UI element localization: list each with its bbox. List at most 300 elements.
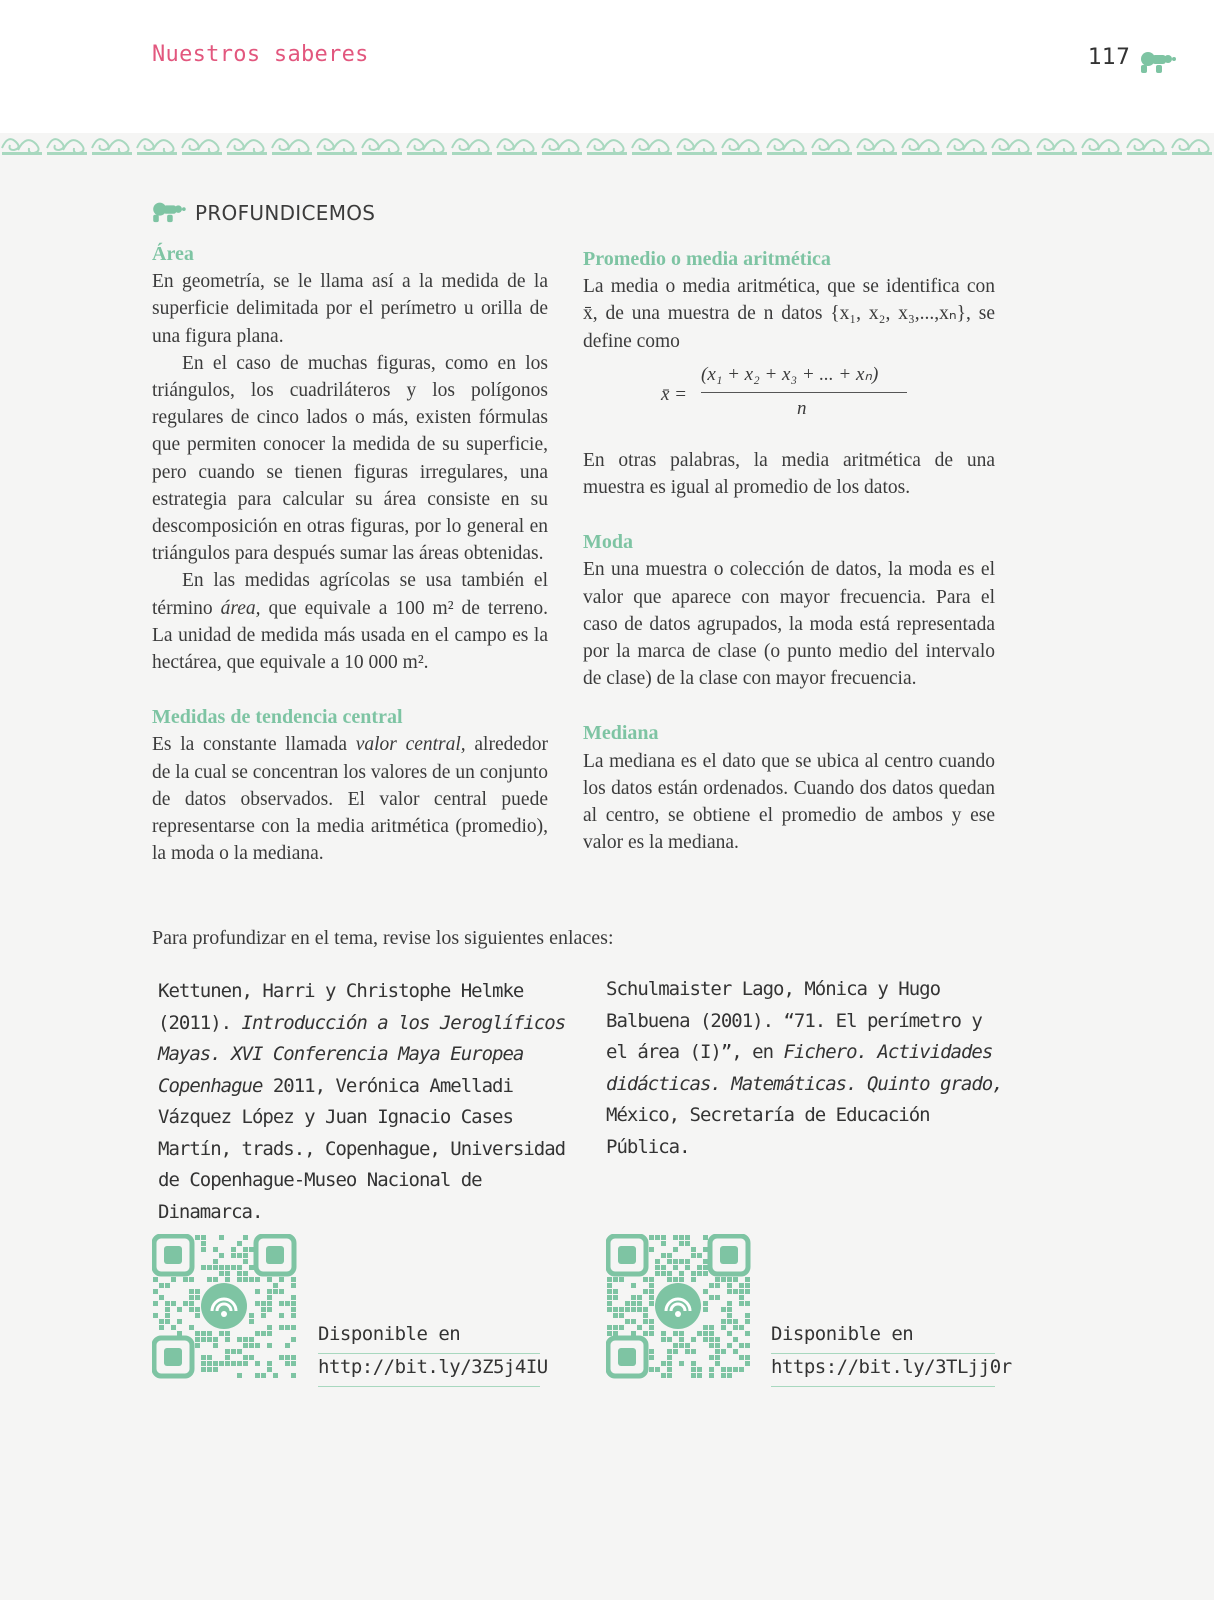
qr-module xyxy=(231,1247,236,1252)
qr-module xyxy=(661,1331,666,1336)
qr-module xyxy=(691,1247,696,1252)
qr-module xyxy=(613,1277,618,1282)
qr-module xyxy=(655,1265,660,1270)
qr-module xyxy=(685,1241,690,1246)
qr-module xyxy=(655,1259,660,1264)
qr-module xyxy=(673,1277,678,1282)
qr-module xyxy=(655,1271,660,1276)
mean-paragraph-2: En otras palabras, la media aritmética de una muestra es igual al promedio de los datos. xyxy=(583,449,995,499)
section-heading: PROFUNDICEMOS xyxy=(195,201,376,225)
qr-module xyxy=(243,1343,248,1348)
qr-module xyxy=(225,1349,230,1354)
qr-module xyxy=(225,1355,230,1360)
qr-module xyxy=(715,1343,720,1348)
qr-module xyxy=(201,1265,206,1270)
qr-module xyxy=(721,1319,726,1324)
left-column xyxy=(152,241,548,867)
qr-module xyxy=(733,1367,738,1372)
qr-module xyxy=(159,1319,164,1324)
page-header xyxy=(0,0,1214,133)
qr-module xyxy=(273,1283,278,1288)
qr-module xyxy=(649,1325,654,1330)
qr-module xyxy=(607,1331,612,1336)
qr-module xyxy=(661,1373,666,1378)
qr-module xyxy=(225,1331,230,1336)
qr-module xyxy=(715,1349,720,1354)
qr-module xyxy=(279,1289,284,1294)
qr-module xyxy=(649,1355,654,1360)
qr-module xyxy=(189,1295,194,1300)
qr-module xyxy=(153,1277,158,1282)
qr-module xyxy=(739,1355,744,1360)
qr-module xyxy=(721,1325,726,1330)
qr-module xyxy=(183,1277,188,1282)
qr-module xyxy=(195,1343,200,1348)
links-intro: Para profundizar en el tema, revise los siguientes enlaces: xyxy=(152,927,614,949)
qr-module xyxy=(237,1337,242,1342)
qr-module xyxy=(619,1277,624,1282)
qr-module xyxy=(745,1301,750,1306)
qr-module xyxy=(249,1265,254,1270)
wifi-icon xyxy=(201,1283,247,1329)
qr-module xyxy=(679,1241,684,1246)
qr-module xyxy=(171,1325,176,1330)
qr-module xyxy=(745,1331,750,1336)
qr-module xyxy=(715,1283,720,1288)
qr-module xyxy=(207,1355,212,1360)
area-title: Área xyxy=(152,243,194,265)
qr-module xyxy=(207,1361,212,1366)
qr-module xyxy=(709,1283,714,1288)
qr-module xyxy=(291,1277,296,1282)
qr-module xyxy=(667,1349,672,1354)
qr-module xyxy=(691,1253,696,1258)
qr-module xyxy=(219,1265,224,1270)
qr-module xyxy=(255,1343,260,1348)
qr-module xyxy=(703,1289,708,1294)
qr-module xyxy=(655,1235,660,1240)
qr-module xyxy=(267,1367,272,1372)
qr-module xyxy=(715,1361,720,1366)
qr-module xyxy=(703,1337,708,1342)
qr-finder-center xyxy=(164,1348,182,1366)
qr-module xyxy=(243,1361,248,1366)
wifi-dot xyxy=(675,1311,681,1317)
qr-module xyxy=(213,1337,218,1342)
qr-module xyxy=(631,1295,636,1300)
qr-module xyxy=(607,1289,612,1294)
wifi-icon xyxy=(655,1283,701,1329)
qr-module xyxy=(189,1301,194,1306)
qr-module xyxy=(285,1301,290,1306)
availability-right xyxy=(771,1323,1012,1387)
qr-module xyxy=(661,1253,666,1258)
qr-module xyxy=(607,1325,612,1330)
qr-module xyxy=(231,1253,236,1258)
qr-module xyxy=(237,1361,242,1366)
qr-module xyxy=(625,1301,630,1306)
qr-module xyxy=(745,1277,750,1282)
qr-module xyxy=(721,1349,726,1354)
qr-module xyxy=(159,1325,164,1330)
qr-module xyxy=(739,1343,744,1348)
qr-module xyxy=(649,1283,654,1288)
qr-module xyxy=(195,1235,200,1240)
qr-module xyxy=(673,1343,678,1348)
qr-module xyxy=(631,1331,636,1336)
qr-module xyxy=(207,1277,212,1282)
qr-module xyxy=(213,1361,218,1366)
qr-module xyxy=(177,1319,182,1324)
reference-left: Kettunen, Harri y Christophe Helmke (2011). Introducción a los Jeroglíficos Mayas. XVI Conferencia Maya Europea Copenhague 2011, Verónica Amelladi Vázquez López y Juan Ignacio Cases Martín, trads., Copenhague, Universidad de Copenhague-Museo Nacional de Dinamarca. xyxy=(158,980,566,1223)
qr-module xyxy=(219,1331,224,1336)
qr-module xyxy=(697,1265,702,1270)
qr-module xyxy=(643,1289,648,1294)
qr-module xyxy=(237,1277,242,1282)
qr-module xyxy=(733,1325,738,1330)
qr-module xyxy=(267,1361,272,1366)
mode-title: Moda xyxy=(583,531,633,554)
qr-module xyxy=(237,1373,242,1378)
qr-module xyxy=(201,1355,206,1360)
qr-module xyxy=(165,1307,170,1312)
qr-module xyxy=(685,1235,690,1240)
qr-module xyxy=(685,1343,690,1348)
qr-module xyxy=(679,1331,684,1336)
qr-module xyxy=(745,1361,750,1366)
qr-module xyxy=(697,1367,702,1372)
qr-module xyxy=(733,1277,738,1282)
qr-module xyxy=(631,1307,636,1312)
qr-module xyxy=(607,1283,612,1288)
qr-module xyxy=(679,1271,684,1276)
qr-module xyxy=(219,1361,224,1366)
qr-module xyxy=(667,1361,672,1366)
qr-module xyxy=(691,1271,696,1276)
central-tendency-title: Medidas de tendencia central xyxy=(152,706,403,729)
qr-module xyxy=(667,1277,672,1282)
qr-code-left[interactable] xyxy=(152,1234,300,1382)
available-label: Disponible en xyxy=(318,1323,540,1354)
qr-module xyxy=(255,1277,260,1282)
qr-module xyxy=(291,1301,296,1306)
link-url[interactable]: http://bit.ly/3Z5j4IU xyxy=(318,1354,540,1387)
qr-module xyxy=(667,1337,672,1342)
qr-module xyxy=(201,1247,206,1252)
qr-module xyxy=(249,1277,254,1282)
qr-module xyxy=(715,1337,720,1342)
qr-module xyxy=(225,1265,230,1270)
qr-module xyxy=(709,1331,714,1336)
right-column xyxy=(583,246,995,856)
qr-module xyxy=(255,1289,260,1294)
qr-module xyxy=(219,1271,224,1276)
qr-module xyxy=(715,1355,720,1360)
qr-module xyxy=(661,1265,666,1270)
qr-module xyxy=(243,1247,248,1252)
qr-module xyxy=(649,1319,654,1324)
qr-module xyxy=(213,1367,218,1372)
qr-module xyxy=(649,1331,654,1336)
qr-module xyxy=(213,1259,218,1264)
qr-module xyxy=(715,1277,720,1282)
qr-module xyxy=(237,1349,242,1354)
qr-module xyxy=(225,1277,230,1282)
qr-module xyxy=(637,1295,642,1300)
qr-module xyxy=(685,1265,690,1270)
qr-module xyxy=(691,1277,696,1282)
qr-module xyxy=(667,1355,672,1360)
qr-module xyxy=(667,1259,672,1264)
qr-module xyxy=(679,1259,684,1264)
qr-module xyxy=(189,1325,194,1330)
qr-module xyxy=(285,1361,290,1366)
qr-module xyxy=(661,1337,666,1342)
qr-module xyxy=(267,1301,272,1306)
qr-module xyxy=(745,1343,750,1348)
qr-module xyxy=(709,1325,714,1330)
qr-module xyxy=(739,1295,744,1300)
qr-module xyxy=(201,1367,206,1372)
qr-module xyxy=(727,1319,732,1324)
qr-module xyxy=(739,1289,744,1294)
qr-module xyxy=(243,1259,248,1264)
qr-module xyxy=(153,1301,158,1306)
qr-module xyxy=(195,1307,200,1312)
qr-module xyxy=(673,1259,678,1264)
qr-module xyxy=(637,1307,642,1312)
qr-module xyxy=(679,1277,684,1282)
qr-finder-center xyxy=(164,1246,182,1264)
qr-module xyxy=(201,1241,206,1246)
qr-module xyxy=(727,1283,732,1288)
qr-module xyxy=(649,1349,654,1354)
qr-finder-center xyxy=(266,1246,284,1264)
qr-module xyxy=(667,1271,672,1276)
qr-module xyxy=(745,1355,750,1360)
qr-module xyxy=(625,1319,630,1324)
qr-module xyxy=(703,1271,708,1276)
formula-numerator: (x₁ + x₂ + x₃ + ... + xₙ) xyxy=(701,363,879,385)
qr-module xyxy=(279,1325,284,1330)
qr-module xyxy=(643,1331,648,1336)
qr-module xyxy=(739,1325,744,1330)
qr-module xyxy=(727,1343,732,1348)
qr-module xyxy=(165,1283,170,1288)
section-label: Nuestros saberes xyxy=(152,42,369,67)
qr-module xyxy=(189,1277,194,1282)
qr-module xyxy=(745,1313,750,1318)
qr-module xyxy=(679,1235,684,1240)
qr-module xyxy=(273,1373,278,1378)
qr-module xyxy=(255,1361,260,1366)
qr-module xyxy=(649,1277,654,1282)
fraction-bar xyxy=(701,392,907,393)
qr-module xyxy=(231,1361,236,1366)
qr-module xyxy=(727,1367,732,1372)
qr-module xyxy=(697,1271,702,1276)
qr-module xyxy=(243,1355,248,1360)
qr-module xyxy=(291,1325,296,1330)
area-paragraph-1: En geometría, se le llama así a la medida de la superficie delimitada por el perímetro u orilla de una figura plana. xyxy=(152,271,548,347)
qr-module xyxy=(291,1313,296,1318)
qr-module xyxy=(709,1295,714,1300)
median-title: Mediana xyxy=(583,722,659,745)
qr-module xyxy=(607,1295,612,1300)
qr-module xyxy=(733,1349,738,1354)
qr-module xyxy=(613,1325,618,1330)
qr-module xyxy=(637,1325,642,1330)
qr-module xyxy=(649,1289,654,1294)
qr-module xyxy=(673,1235,678,1240)
qr-module xyxy=(697,1253,702,1258)
qr-module xyxy=(649,1295,654,1300)
qr-module xyxy=(291,1361,296,1366)
qr-module xyxy=(249,1337,254,1342)
qr-module xyxy=(219,1253,224,1258)
qr-module xyxy=(165,1301,170,1306)
qr-module xyxy=(637,1301,642,1306)
qr-module xyxy=(661,1361,666,1366)
qr-module xyxy=(267,1277,272,1282)
qr-module xyxy=(249,1319,254,1324)
qr-module xyxy=(279,1355,284,1360)
mean-formula xyxy=(583,359,995,441)
qr-module xyxy=(243,1253,248,1258)
qr-module xyxy=(703,1325,708,1330)
mean-paragraph: La media o media aritmética, que se identifica con x̄, de una muestra de n datos {x₁, x₂, x₃,...,xₙ}, se define como xyxy=(583,276,995,352)
qr-module xyxy=(613,1307,618,1312)
qr-module xyxy=(739,1367,744,1372)
qr-finder-center xyxy=(618,1348,636,1366)
qr-module xyxy=(201,1331,206,1336)
link-url[interactable]: https://bit.ly/3TLjj0r xyxy=(771,1354,995,1387)
qr-module xyxy=(207,1331,212,1336)
qr-module xyxy=(679,1343,684,1348)
qr-module xyxy=(231,1265,236,1270)
qr-module xyxy=(261,1331,266,1336)
qr-module xyxy=(721,1277,726,1282)
qr-module xyxy=(649,1247,654,1252)
qr-module xyxy=(667,1373,672,1378)
qr-module xyxy=(255,1331,260,1336)
qr-module xyxy=(679,1337,684,1342)
qr-module xyxy=(691,1349,696,1354)
qr-module xyxy=(613,1295,618,1300)
qr-module xyxy=(613,1313,618,1318)
qr-module xyxy=(213,1265,218,1270)
qr-module xyxy=(745,1289,750,1294)
qr-module xyxy=(267,1325,272,1330)
qr-module xyxy=(261,1313,266,1318)
qr-module xyxy=(649,1235,654,1240)
qr-module xyxy=(291,1307,296,1312)
qr-module xyxy=(279,1301,284,1306)
qr-module xyxy=(201,1361,206,1366)
qr-module xyxy=(165,1319,170,1324)
qr-module xyxy=(643,1307,648,1312)
qr-module xyxy=(225,1271,230,1276)
qr-module xyxy=(195,1295,200,1300)
qr-module xyxy=(195,1331,200,1336)
qr-module xyxy=(267,1295,272,1300)
qr-module xyxy=(619,1307,624,1312)
qr-module xyxy=(249,1313,254,1318)
qr-module xyxy=(261,1373,266,1378)
qr-module xyxy=(171,1277,176,1282)
qr-module xyxy=(727,1277,732,1282)
qr-module xyxy=(171,1301,176,1306)
formula-lhs: x̄ = xyxy=(661,383,688,405)
qr-module xyxy=(243,1271,248,1276)
qr-module xyxy=(267,1289,272,1294)
area-paragraph-3: En las medidas agrícolas se usa también el término área, que equivale a 100 m² de terreno. La unidad de medida más usada en el campo es la hectárea, que equivale a 10 000 m². xyxy=(152,570,549,674)
qr-module xyxy=(189,1289,194,1294)
qr-module xyxy=(237,1241,242,1246)
qr-module xyxy=(661,1235,666,1240)
qr-module xyxy=(745,1319,750,1324)
decorative-border xyxy=(0,128,1214,160)
qr-module xyxy=(159,1295,164,1300)
maya-glyph-icon xyxy=(150,198,188,224)
qr-module xyxy=(673,1247,678,1252)
qr-module xyxy=(189,1307,194,1312)
qr-module xyxy=(631,1283,636,1288)
qr-module xyxy=(213,1247,218,1252)
qr-module xyxy=(291,1373,296,1378)
qr-module xyxy=(745,1283,750,1288)
qr-module xyxy=(733,1319,738,1324)
qr-module xyxy=(225,1361,230,1366)
qr-module xyxy=(261,1307,266,1312)
qr-module xyxy=(631,1301,636,1306)
qr-module xyxy=(715,1295,720,1300)
qr-module xyxy=(625,1307,630,1312)
area-paragraph-2: En el caso de muchas figuras, como en los triángulos, los cuadriláteros y los polígonos regulares de cinco lados o más, existen fórmulas que permiten conocer la medida de su superficie, pero cuando se tienen figuras irregulares, una estrategia para calcular su área consiste en su descomposición en otras figuras, por lo general en triángulos para después sumar las áreas obtenidas. xyxy=(152,352,548,565)
qr-module xyxy=(649,1367,654,1372)
qr-module xyxy=(267,1343,272,1348)
qr-module xyxy=(267,1331,272,1336)
qr-module xyxy=(739,1301,744,1306)
qr-module xyxy=(177,1307,182,1312)
qr-module xyxy=(631,1319,636,1324)
qr-module xyxy=(697,1373,702,1378)
qr-module xyxy=(237,1265,242,1270)
qr-module xyxy=(703,1331,708,1336)
qr-module xyxy=(255,1301,260,1306)
qr-module xyxy=(237,1271,242,1276)
qr-code-right[interactable] xyxy=(606,1234,754,1382)
qr-module xyxy=(243,1235,248,1240)
central-tendency-paragraph: Es la constante llamada valor central, alrededor de la cual se concentran los valores de un conjunto de datos observados. El valor central puede representarse con la media aritmética (promedio), la moda o la mediana. xyxy=(152,734,549,865)
qr-module xyxy=(703,1265,708,1270)
qr-module xyxy=(667,1367,672,1372)
qr-module xyxy=(643,1319,648,1324)
median-paragraph: La mediana es el dato que se ubica al centro cuando los datos están ordenados. Cuando dos datos quedan al centro, se obtiene el promedio de ambos y ese valor es la mediana. xyxy=(583,750,995,854)
qr-module xyxy=(165,1313,170,1318)
qr-module xyxy=(721,1307,726,1312)
qr-module xyxy=(243,1277,248,1282)
qr-module xyxy=(285,1325,290,1330)
qr-module xyxy=(273,1289,278,1294)
qr-module xyxy=(721,1367,726,1372)
qr-module xyxy=(249,1247,254,1252)
qr-module xyxy=(279,1313,284,1318)
qr-module xyxy=(649,1301,654,1306)
qr-module xyxy=(673,1331,678,1336)
qr-module xyxy=(727,1289,732,1294)
qr-module xyxy=(213,1277,218,1282)
